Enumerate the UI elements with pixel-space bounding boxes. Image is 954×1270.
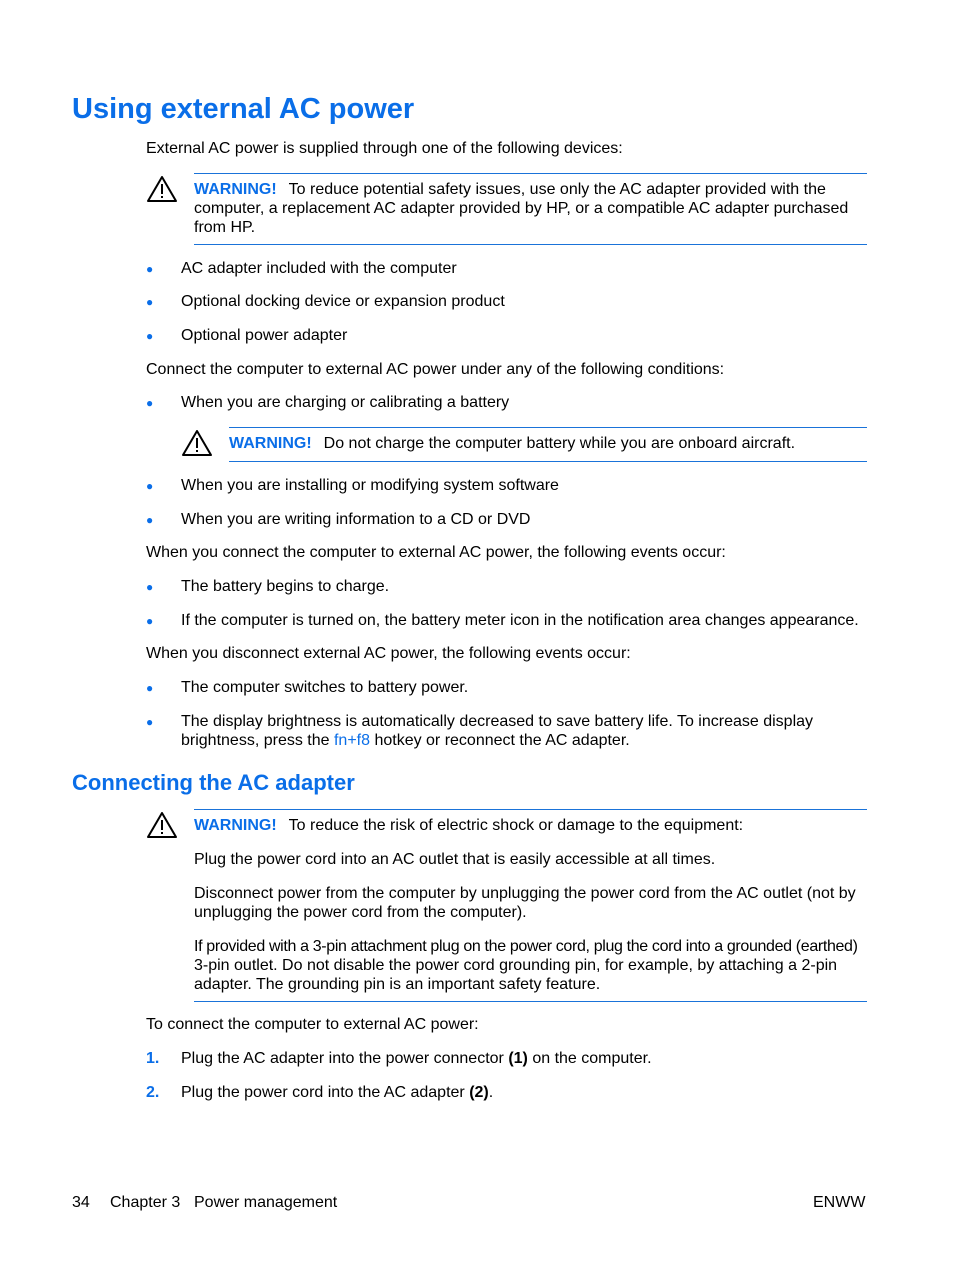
page-number: 34	[72, 1194, 90, 1211]
warning-bottom-rule	[229, 461, 867, 462]
warning-text-line: from HP.	[194, 219, 256, 236]
warning-text: To reduce potential safety issues, use only the AC adapter provided with the	[288, 181, 826, 198]
warning-label: WARNING!	[229, 435, 312, 452]
text-run: on the computer.	[527, 1050, 652, 1067]
list-item: AC adapter included with the computer	[181, 260, 457, 277]
footer-chapter: Chapter 3	[110, 1194, 181, 1211]
list-item-continuation	[181, 731, 630, 750]
warning-paragraph: If provided with a 3-pin attachment plug on the power cord, plug the cord into a grounded (earthed)	[194, 938, 858, 955]
warning-paragraph: Disconnect power from the computer by unplugging the power cord from the AC outlet (not by	[194, 885, 856, 902]
section-heading: Connecting the AC adapter	[72, 770, 355, 795]
warning-top-rule	[194, 173, 867, 174]
warning-bottom-rule	[194, 244, 867, 245]
warning-text: To reduce the risk of electric shock or damage to the equipment:	[288, 817, 744, 834]
warning-text: Do not charge the computer battery while you are onboard aircraft.	[323, 435, 796, 452]
step-text	[181, 1049, 652, 1068]
step-number: 2.	[146, 1084, 160, 1101]
text-run: Plug the AC adapter into the power connector	[181, 1050, 509, 1067]
bullet-icon: ●	[146, 329, 154, 343]
list-item: The display brightness is automatically decreased to save battery life. To increase display	[181, 713, 814, 730]
bullet-icon: ●	[146, 614, 154, 628]
list-item: The battery begins to charge.	[181, 578, 390, 595]
list-item: When you are charging or calibrating a battery	[181, 394, 510, 411]
warning-top-rule	[194, 809, 867, 810]
warning-text-line	[194, 816, 743, 835]
warning-paragraph: 3-pin outlet. Do not disable the power cord grounding pin, for example, by attaching a 2-pin	[194, 957, 838, 974]
footer-code: ENWW	[813, 1194, 866, 1211]
list-item: Optional power adapter	[181, 327, 348, 344]
warning-label: WARNING!	[194, 817, 277, 834]
warning-text-line	[229, 434, 795, 453]
warning-icon	[181, 429, 213, 457]
warning-paragraph: unplugging the power cord from the computer).	[194, 904, 527, 921]
list-item: If the computer is turned on, the battery meter icon in the notification area changes appearance.	[181, 612, 859, 629]
disconnect-intro: When you disconnect external AC power, the following events occur:	[146, 645, 631, 662]
bullet-icon: ●	[146, 479, 154, 493]
bullet-icon: ●	[146, 396, 154, 410]
hotkey-link[interactable]: fn+f8	[333, 732, 370, 749]
warning-text-line	[194, 180, 826, 199]
footer-section: Power management	[194, 1194, 338, 1211]
callout-number: (2)	[469, 1084, 489, 1101]
warning-icon	[146, 175, 178, 203]
bullet-icon: ●	[146, 262, 154, 276]
callout-number: (1)	[508, 1050, 528, 1067]
warning-bottom-rule	[194, 1001, 867, 1002]
list-item: The computer switches to battery power.	[181, 679, 469, 696]
text-run: Plug the power cord into the AC adapter	[181, 1084, 470, 1101]
steps-intro: To connect the computer to external AC power:	[146, 1016, 479, 1033]
list-item: When you are writing information to a CD or DVD	[181, 511, 531, 528]
warning-icon	[146, 811, 178, 839]
list-item: Optional docking device or expansion product	[181, 293, 505, 310]
connect-intro: When you connect the computer to external AC power, the following events occur:	[146, 544, 726, 561]
warning-label: WARNING!	[194, 181, 277, 198]
bullet-icon: ●	[146, 513, 154, 527]
bullet-icon: ●	[146, 295, 154, 309]
step-text	[181, 1083, 493, 1102]
warning-paragraph: Plug the power cord into an AC outlet that is easily accessible at all times.	[194, 851, 716, 868]
text-run: .	[488, 1084, 494, 1101]
page-title: Using external AC power	[72, 93, 415, 125]
warning-text-line: computer, a replacement AC adapter provided by HP, or a compatible AC adapter purchased	[194, 200, 849, 217]
warning-paragraph: adapter. The grounding pin is an important safety feature.	[194, 976, 601, 993]
list-item: When you are installing or modifying system software	[181, 477, 559, 494]
bullet-icon: ●	[146, 681, 154, 695]
intro-paragraph: External AC power is supplied through one of the following devices:	[146, 140, 623, 157]
warning-top-rule	[229, 427, 867, 428]
bullet-icon: ●	[146, 715, 154, 729]
text-run: brightness, press the	[181, 732, 334, 749]
text-run: hotkey or reconnect the AC adapter.	[370, 732, 630, 749]
bullet-icon: ●	[146, 580, 154, 594]
conditions-intro: Connect the computer to external AC power under any of the following conditions:	[146, 361, 725, 378]
step-number: 1.	[146, 1050, 160, 1067]
